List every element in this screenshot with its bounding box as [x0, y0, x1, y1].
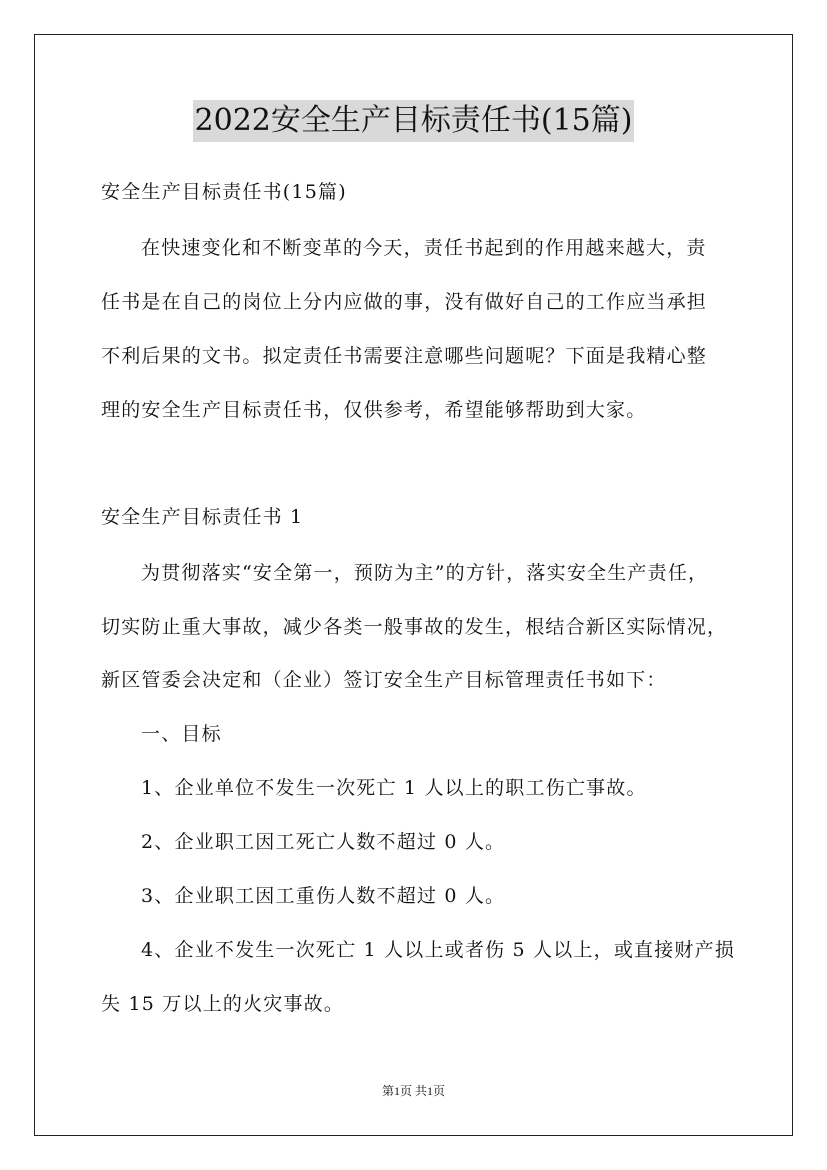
title-container: [0, 100, 827, 142]
heading-goals: 一、目标: [141, 723, 222, 745]
intro-line-1: 在快速变化和不断变革的今天，责任书起到的作用越来越大，责: [141, 237, 707, 259]
section-para-line-1: 为贯彻落实“安全第一，预防为主”的方针，落实安全生产责任，: [141, 562, 709, 584]
intro-line-3: 不利后果的文书。拟定责任书需要注意哪些问题呢？下面是我精心整: [101, 345, 708, 367]
intro-line-4: 理的安全生产目标责任书，仅供参考，希望能够帮助到大家。: [101, 399, 647, 421]
section-para-line-3: 新区管委会决定和（企业）签订安全生产目标管理责任书如下：: [101, 669, 667, 691]
goal-item-4-cont: 失 15 万以上的火灾事故。: [101, 993, 345, 1015]
goal-item-2: 2、企业职工因工死亡人数不超过 0 人。: [141, 831, 506, 853]
section-para-line-2: 切实防止重大事故，减少各类一般事故的发生，根结合新区实际情况，: [101, 616, 728, 638]
goal-item-1: 1、企业单位不发生一次死亡 1 人以上的职工伤亡事故。: [141, 777, 647, 799]
goal-item-3: 3、企业职工因工重伤人数不超过 0 人。: [141, 885, 506, 907]
document-title: 2022安全生产目标责任书(15篇): [193, 100, 635, 142]
section-title: 安全生产目标责任书 1: [101, 506, 304, 528]
goal-item-4: 4、企业不发生一次死亡 1 人以上或者伤 5 人以上，或直接财产损: [141, 939, 736, 961]
page-footer: 第1页 共1页: [381, 1084, 445, 1098]
intro-line-2: 任书是在自己的岗位上分内应做的事，没有做好自己的工作应当承担: [101, 291, 708, 313]
subtitle: 安全生产目标责任书(15篇): [101, 181, 347, 203]
